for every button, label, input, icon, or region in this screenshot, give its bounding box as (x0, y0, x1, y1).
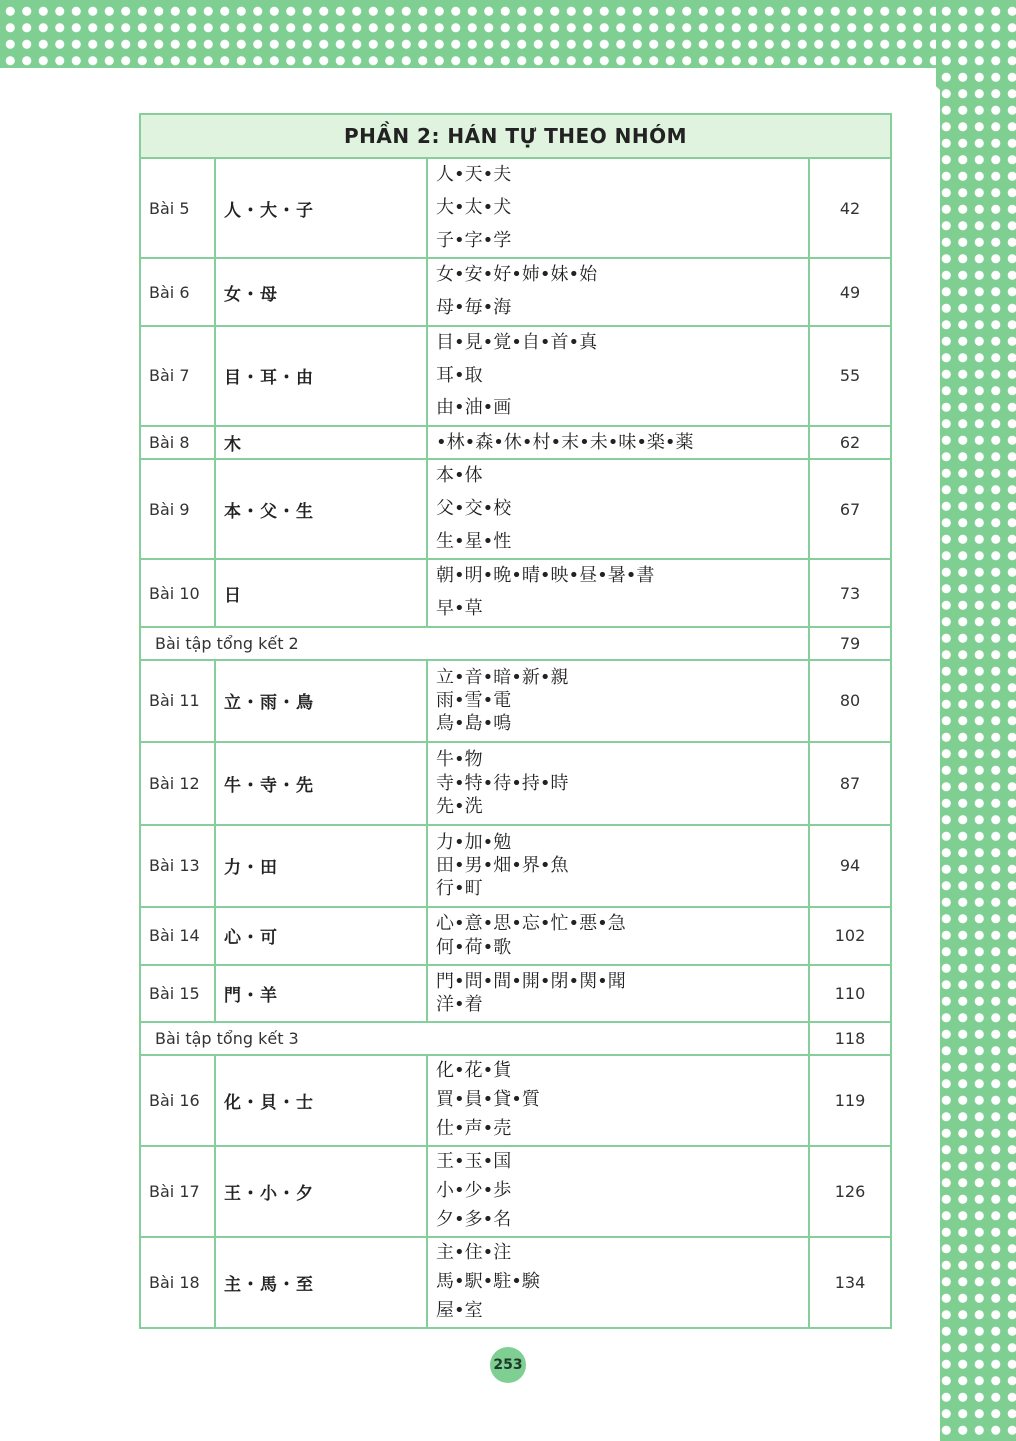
kanji-line: 買•員•貸•質 (436, 1088, 540, 1110)
lesson-label: Bài 15 (140, 965, 215, 1022)
page-number-cell: 79 (809, 627, 891, 660)
page-number-cell: 80 (809, 660, 891, 742)
kanji-group: 本・父・生 (215, 459, 427, 559)
toc-header-row (140, 114, 891, 158)
kanji-line: •林•森•休•村•末•未•味•楽•薬 (436, 431, 694, 453)
kanji-line: 門•問•間•開•閉•関•聞 (436, 970, 626, 992)
kanji-line: 目•見•覚•自•首•真 (436, 331, 598, 353)
lesson-label: Bài 9 (140, 459, 215, 559)
table-row (140, 459, 891, 559)
page-number-cell: 49 (809, 258, 891, 326)
kanji-group: 心・可 (215, 907, 427, 965)
lesson-label: Bài 8 (140, 426, 215, 459)
kanji-line: 屋•室 (436, 1299, 483, 1321)
kanji-line: 大•太•犬 (436, 196, 512, 218)
kanji-line: 牛•物 (436, 749, 483, 771)
page-number-cell: 134 (809, 1237, 891, 1328)
table-row (140, 907, 891, 965)
kanji-list (427, 258, 809, 326)
kanji-line: 何•荷•歌 (436, 936, 512, 958)
table-row (140, 825, 891, 907)
kanji-line: 馬•駅•駐•験 (436, 1270, 540, 1292)
kanji-line: 早•草 (436, 598, 483, 619)
page-number-cell: 119 (809, 1055, 891, 1146)
kanji-line: 主•住•注 (436, 1242, 512, 1264)
kanji-group: 化・貝・士 (215, 1055, 427, 1146)
lesson-label: Bài 5 (140, 158, 215, 258)
review-label: Bài tập tổng kết 3 (140, 1022, 809, 1055)
page-number-cell: 126 (809, 1146, 891, 1237)
lesson-label: Bài 16 (140, 1055, 215, 1146)
kanji-line: 王•玉•国 (436, 1151, 512, 1173)
table-row (140, 742, 891, 825)
kanji-line: 仕•声•売 (436, 1117, 512, 1139)
review-row (140, 1022, 891, 1055)
kanji-group: 門・羊 (215, 965, 427, 1022)
kanji-line: 人•天•夫 (436, 164, 512, 185)
lesson-label: Bài 14 (140, 907, 215, 965)
kanji-group: 女・母 (215, 258, 427, 326)
page-number-cell: 110 (809, 965, 891, 1022)
kanji-line: 寺•特•待•持•時 (436, 772, 569, 794)
kanji-list (427, 742, 809, 825)
kanji-list (427, 459, 809, 559)
lesson-label: Bài 17 (140, 1146, 215, 1237)
page-number-cell: 94 (809, 825, 891, 907)
kanji-list (427, 158, 809, 258)
page-number-cell: 73 (809, 559, 891, 627)
toc-table (139, 113, 892, 1329)
kanji-group: 立・雨・鳥 (215, 660, 427, 742)
kanji-list (427, 326, 809, 426)
page-number-cell: 102 (809, 907, 891, 965)
kanji-list (427, 1237, 809, 1328)
review-row (140, 627, 891, 660)
lesson-label: Bài 18 (140, 1237, 215, 1328)
kanji-line: 耳•取 (436, 364, 483, 386)
kanji-group: 主・馬・至 (215, 1237, 427, 1328)
kanji-line: 化•花•貨 (436, 1060, 512, 1082)
lesson-label: Bài 12 (140, 742, 215, 825)
kanji-line: 朝•明•晩•晴•映•昼•暑•書 (436, 565, 655, 587)
kanji-line: 洋•着 (436, 994, 483, 1016)
section-title: PHẦN 2: HÁN TỰ THEO NHÓM (140, 114, 891, 158)
review-label: Bài tập tổng kết 2 (140, 627, 809, 660)
kanji-list (427, 907, 809, 965)
page-number-cell: 55 (809, 326, 891, 426)
kanji-group: 牛・寺・先 (215, 742, 427, 825)
table-row (140, 158, 891, 258)
page-number-cell: 62 (809, 426, 891, 459)
kanji-list (427, 825, 809, 907)
kanji-list (427, 1146, 809, 1237)
kanji-line: 立•音•暗•新•親 (436, 666, 569, 688)
lesson-label: Bài 13 (140, 825, 215, 907)
kanji-list (427, 965, 809, 1022)
dot-pattern-top (0, 0, 1016, 68)
kanji-line: 本•体 (436, 465, 483, 486)
kanji-line: 先•洗 (436, 795, 483, 817)
page-number-cell: 42 (809, 158, 891, 258)
kanji-line: 行•町 (436, 878, 483, 900)
kanji-line: 生•星•性 (436, 530, 512, 552)
dot-pattern-right (936, 0, 1016, 1441)
table-row (140, 559, 891, 627)
kanji-group: 人・大・子 (215, 158, 427, 258)
page-number-cell: 67 (809, 459, 891, 559)
page-corner (916, 68, 940, 1441)
table-row (140, 1237, 891, 1328)
kanji-group: 力・田 (215, 825, 427, 907)
kanji-line: 小•少•歩 (436, 1179, 512, 1201)
table-row (140, 426, 891, 459)
table-row (140, 1146, 891, 1237)
kanji-line: 田•男•畑•界•魚 (436, 855, 569, 877)
lesson-label: Bài 10 (140, 559, 215, 627)
lesson-label: Bài 11 (140, 660, 215, 742)
kanji-group: 王・小・夕 (215, 1146, 427, 1237)
kanji-list (427, 1055, 809, 1146)
kanji-line: 鳥•島•鳴 (436, 713, 512, 735)
kanji-group: 日 (215, 559, 427, 627)
lesson-label: Bài 6 (140, 258, 215, 326)
kanji-line: 心•意•思•忘•忙•悪•急 (436, 913, 626, 935)
kanji-group: 目・耳・由 (215, 326, 427, 426)
kanji-line: 母•毎•海 (436, 297, 512, 318)
toc-body (140, 158, 891, 1328)
kanji-line: 夕•多•名 (436, 1208, 512, 1230)
kanji-list (427, 559, 809, 627)
kanji-group: 木 (215, 426, 427, 459)
table-row (140, 660, 891, 742)
kanji-line: 由•油•画 (436, 397, 512, 419)
kanji-line: 力•加•勉 (436, 831, 512, 853)
table-row (140, 1055, 891, 1146)
table-row (140, 965, 891, 1022)
page-number-cell: 87 (809, 742, 891, 825)
kanji-line: 父•交•校 (436, 497, 512, 519)
kanji-list (427, 660, 809, 742)
kanji-line: 女•安•好•姉•妹•始 (436, 264, 598, 286)
page-number-badge: 253 (490, 1347, 526, 1383)
lesson-label: Bài 7 (140, 326, 215, 426)
table-row (140, 326, 891, 426)
kanji-line: 子•字•学 (436, 229, 512, 251)
table-row (140, 258, 891, 326)
kanji-line: 雨•雪•電 (436, 690, 512, 712)
page-number-cell: 118 (809, 1022, 891, 1055)
kanji-list (427, 426, 809, 459)
